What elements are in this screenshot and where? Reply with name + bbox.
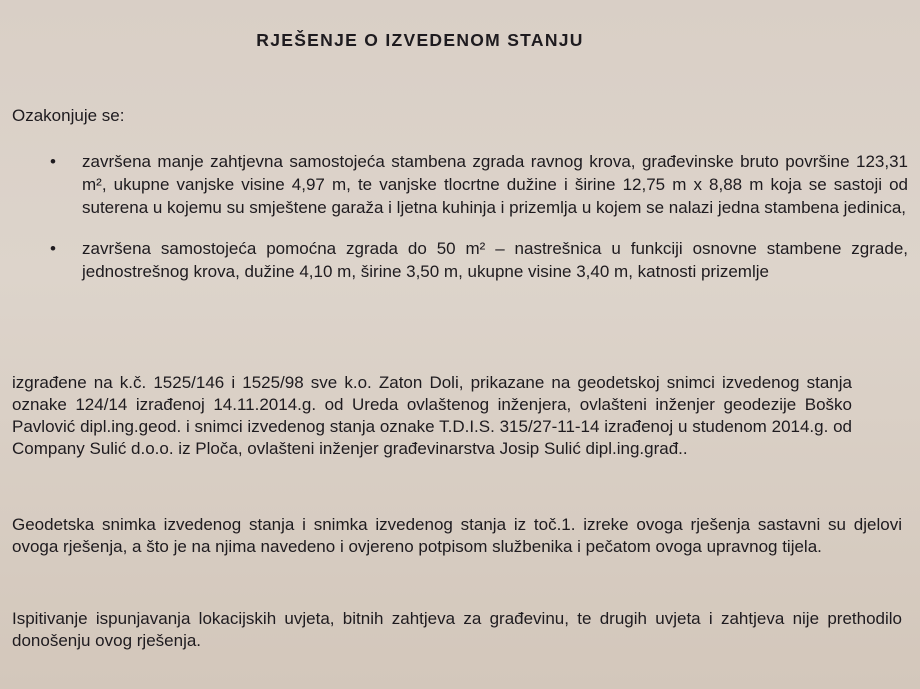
paragraph-conditions: Ispitivanje ispunjavanja lokacijskih uvjeta, bitnih zahtjeva za građevinu, te drugih uvjeta i zahtjeva nije prethodilo donošenju ovog rješenja. (12, 609, 902, 650)
list-item (50, 237, 908, 283)
paragraph-survey: Geodetska snimka izvedenog stanja i snimka izvedenog stanja iz toč.1. izreke ovoga rješenja sastavni su djelovi ovoga rješenja, a što je na njima navedeno i ovjereno potpisom službenika i pečatom ovoga upravnog tijela. (12, 515, 902, 556)
intro-text: Ozakonjuje se: (12, 106, 125, 125)
bullet-list (50, 150, 908, 301)
list-item (50, 150, 908, 219)
bullet-marker: • (50, 152, 56, 171)
list-item-text: završena samostojeća pomoćna zgrada do 50 m² – nastrešnica u funkciji osnovne stambene zgrade, jednostrešnog krova, dužine 4,10 m, širine 3,50 m, ukupne visine 3,40 m, katnosti prizemlje (82, 239, 908, 281)
document-title: RJEŠENJE O IZVEDENOM STANJU (256, 30, 584, 50)
paragraph-location: izgrađene na k.č. 1525/146 i 1525/98 sve k.o. Zaton Doli, prikazane na geodetskoj snimci izvedenog stanja oznake 124/14 izrađenoj 14.11.2014.g. od Ureda ovlaštenog inženjera, ovlašteni inženjer geodezije Boško Pavlović dipl.ing.geod. i snimci izvedenog stanja oznake T.D.I.S. 315/27-11-14 izrađenoj u studenom 2014.g. od Company Sulić d.o.o. iz Ploča, ovlašteni inženjer građevinarstva Josip Sulić dipl.ing.građ.. (12, 373, 852, 458)
list-item-text: završena manje zahtjevna samostojeća stambena zgrada ravnog krova, građevinske bruto površine 123,31 m², ukupne vanjske visine 4,97 m, te vanjske tlocrtne dužine i širine 12,75 m x 8,88 m koja se sastoji od suterena u kojemu su smještene garaža i ljetna kuhinja i prizemlja u kojem se nalazi jedna stambena jedinica, (82, 152, 908, 217)
bullet-marker: • (50, 239, 56, 258)
